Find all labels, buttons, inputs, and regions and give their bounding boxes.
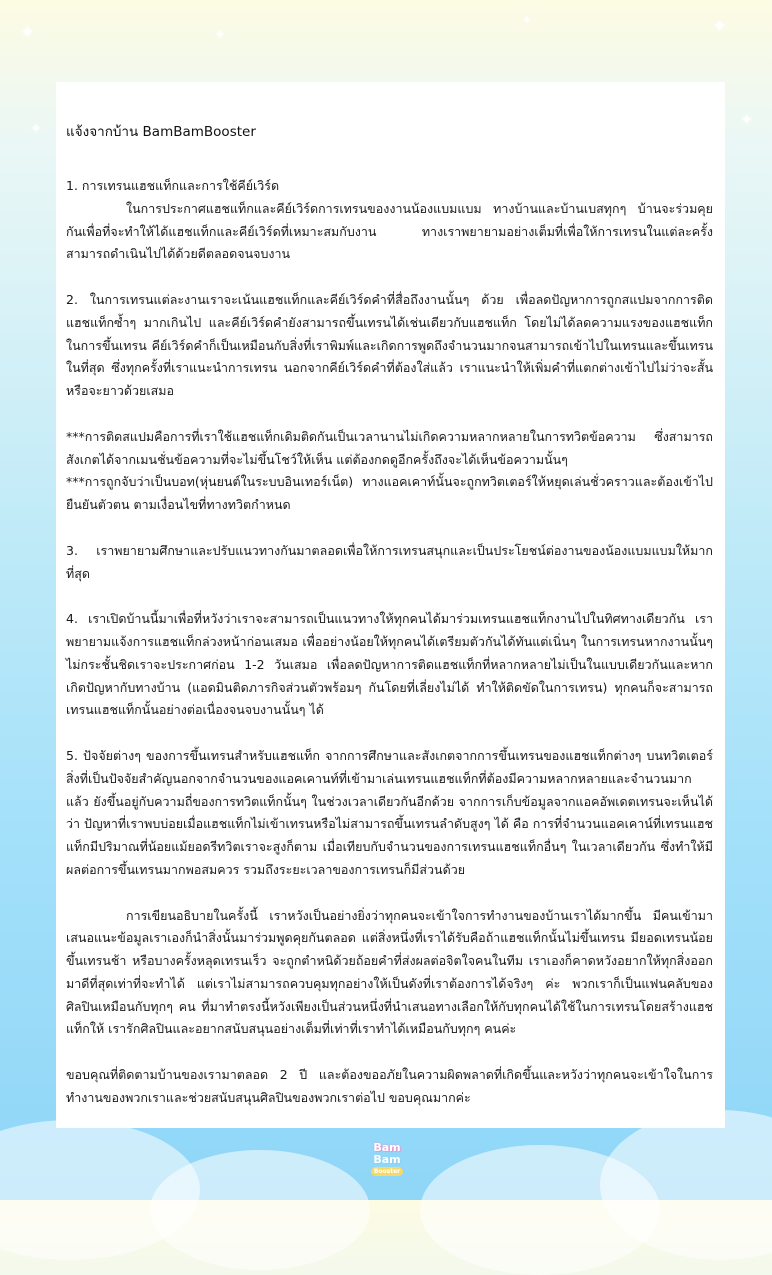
section-4-body: 4. เราเปิดบ้านนี้มาเพื่อที่หวังว่าเราจะสามารถเป็นแนวทางให้ทุกคนได้มาร่วมเทรนแฮชแท็กงานไปในทิศทางเดียวกัน เราพยายามแจ้งการแฮชแท็กล่วงหน้าก่อนเสมอ เพื่ออย่างน้อยให้ทุกคนได้เตรียมตัวกันได้ทันแต่เนิ่นๆ ในการเทรนหากงานนั้นๆ ไม่กระชั้นชิดเราจะประกาศก่อน 1-2 วันเสมอ เพื่อลดปัญหาการติดแฮชแท็กที่หลากหลายไม่เป็นในแบบเดียวกันและหากเกิดปัญหากับทางบ้าน (แอดมินติดภารกิจส่วนตัวพร้อมๆ กันโดยที่เลี่ยงไม่ได้ ทำให้ติดขัดในการเทรน) ทุกคนก็จะสามารถเทรนแฮชแท็กนั้นอย่างต่อเนื่องจนจบงานนั้นๆ ได้ bbox=[66, 611, 713, 718]
bambambooster-logo bbox=[367, 1142, 407, 1182]
cloud-decoration bbox=[150, 1150, 370, 1270]
sparkle-icon: ✦ bbox=[30, 121, 42, 137]
thanks-body: ขอบคุณที่ติดตามบ้านของเรามาตลอด 2 ปี และต้องขออภัยในความผิดพลาดที่เกิดขึ้นและหวังว่าทุกคนจะเข้าใจในการทำงานของพวกเราและช่วยสนับสนุนศิลปินของพวกเราต่อไป ขอบคุณมากค่ะ bbox=[66, 1067, 713, 1105]
explanation-body: การเขียนอธิบายในครั้งนี้ เราหวังเป็นอย่างยิ่งว่าทุกคนจะเข้าใจการทำงานของบ้านเราได้มากขึ้น มีคนเข้ามาเสนอแนะข้อมูลเราเองก็นำสิ่งนั้นมาร่วมพูดคุยกันตลอด แต่สิ่งหนึ่งที่เราได้รับคือถ้าแฮชแท็กนั้นไม่ขึ้นเทรน มียอดเทรนน้อย ขึ้นเทรนช้า หรือบางครั้งหลุดเทรนเร็ว จะถูกตำหนิด้วยถ้อยคำที่ส่งผลต่อจิตใจคนในทีม เราเองก็คาดหวังอยากให้ทุกสิ่งออกมาดีที่สุดเท่าที่จะทำได้ แต่เราไม่สามารถควบคุมทุกอย่างให้เป็นดังที่เราต้องการได้จริงๆ ค่ะ พวกเราก็เป็นแฟนคลับของศิลปินเหมือนกับทุกๆ คน ที่มาทำตรงนี้หวังเพียงเป็นส่วนหนึ่งที่นำเสนอทางเลือกให้กับทุกคนได้ใช้ในการเทรนโดยสร้างแฮชแท็กให้ เรารักศิลปินและอยากสนับสนุนอย่างเต็มที่เท่าที่เราทำได้เหมือนกับทุกๆ คนค่ะ bbox=[66, 907, 713, 1037]
sparkle-icon: ✦ bbox=[214, 27, 226, 43]
announcement-title: แจ้งจากบ้าน BamBamBooster bbox=[66, 124, 256, 140]
announcement-card bbox=[56, 82, 725, 1128]
logo-line-2: Bam bbox=[373, 1153, 401, 1166]
logo-line-3: Booster bbox=[371, 1167, 403, 1176]
sparkle-icon: ✦ bbox=[522, 13, 533, 27]
sparkle-icon: ✦ bbox=[712, 16, 728, 37]
bot-note: ***การถูกจับว่าเป็นบอท(หุ่นยนต์ในระบบอินเทอร์เน็ต) ทางแอคเคาท์นั้นจะถูกทวิตเตอร์ให้หยุดเล่นชั่วคราวและต้องเข้าไปยืนยันตัวตน ตามเงื่อนไขที่ทางทวิตกำหนด bbox=[66, 474, 713, 513]
logo-line-1: Bam bbox=[373, 1141, 401, 1154]
sparkle-icon: ✦ bbox=[20, 22, 36, 43]
section-1-heading: 1. การเทรนแฮชแท็กและการใช้คีย์เวิร์ด bbox=[66, 178, 280, 193]
spam-note: ***การติดสแปมคือการที่เราใช้แฮชแท็กเดิมติดกันเป็นเวลานานไม่เกิดความหลากหลายในการทวิตข้อความ ซึ่งสามารถสังเกตได้จากเมนชั่นข้อความที่จะไม่ขึ้นโชว์ให้เห็น แต่ต้องกดดูอีกครั้งถึงจะได้เห็นข้อความนั้นๆ bbox=[66, 428, 713, 467]
section-1-body: ในการประกาศแฮชแท็กและคีย์เวิร์ดการเทรนของงานน้องแบมแบม ทางบ้านและบ้านเบสทุกๆ บ้านจะร่วมคุยกันเพื่อที่จะทำให้ได้แฮชแท็กและคีย์เวิร์ดที่เหมาะสมกับงาน ทางเราพยายามอย่างเต็มที่เพื่อให้การเทรนในแต่ละครั้งสามารถดำเนินไปได้ด้วยดีตลอดจนจบงาน bbox=[66, 200, 713, 262]
section-2-body: 2. ในการเทรนแต่ละงานเราจะเน้นแฮชแท็กและคีย์เวิร์ดคำที่สื่อถึงงานนั้นๆ ด้วย เพื่อลดปัญหาการถูกสแปมจากการติดแฮชแท็กซ้ำๆ มากเกินไป และคีย์เวิร์ดคำยังสามารถขึ้นเทรนได้เช่นเดียวกับแฮชแท็ก โดยไม่ได้ลดความแรงของแฮชแท็กในการขึ้นเทรน คีย์เวิร์ดคำก็เป็นเหมือนกับสิ่งที่เราพิมพ์และเกิดการพูดถึงจำนวนมากจนสามารถเข้าไปในเทรนและขึ้นเทรนในที่สุด ซึ่งทุกครั้งที่เราแนะนำการเทรน นอกจากคีย์เวิร์ดคำที่ต้องใส่แล้ว เราแนะนำให้เพิ่มคำที่แตกต่างเข้าไปไม่ว่าจะสั้นหรือจะยาวด้วยเสมอ bbox=[66, 291, 713, 399]
sparkle-icon: ✦ bbox=[740, 110, 754, 129]
section-5-body: 5. ปัจจัยต่างๆ ของการขึ้นเทรนสำหรับแฮชแท็ก จากการศึกษาและสังเกตจากการขึ้นเทรนของแฮชแท็กต่างๆ บนทวิตเตอร์ สิ่งที่เป็นปัจจัยสำคัญนอกจากจำนวนของแอคเคานท์ที่เข้ามาเล่นเทรนแฮชแท็กที่ต้องมีความหลากหลายและจำนวนมากแล้ว ยังขึ้นอยู่กับความถี่ของการทวิตแท็กนั้นๆ ในช่วงเวลาเดียวกันอีกด้วย จากการเก็บข้อมูลจากแอคอัพเดตเทรนจะเห็นได้ว่า ปัญหาที่เราพบบ่อยเมื่อแฮชแท็กไม่เข้าเทรนหรือไม่สามารถขึ้นเทรนลำดับสูงๆ ได้ คือ การที่จำนวนแอคเคาน์ที่เทรนแฮชแท็กมีปริมาณที่น้อยแม้ยอดรีทวิตเราจะสูงก็ตาม เมื่อเทียบกับจำนวนของการเทรนแฮชแท็กอื่นๆ ในเวลาเดียวกัน ซึ่งทำให้มีผลต่อการขึ้นเทรนมากพอสมควร รวมถึงระยะเวลาของการเทรนก็มีส่วนด้วย bbox=[66, 747, 713, 877]
section-3-body: 3. เราพยายามศึกษาและปรับแนวทางกันมาตลอดเพื่อให้การเทรนสนุกและเป็นประโยชน์ต่องานของน้องแบมแบมให้มากที่สุด bbox=[66, 542, 713, 581]
